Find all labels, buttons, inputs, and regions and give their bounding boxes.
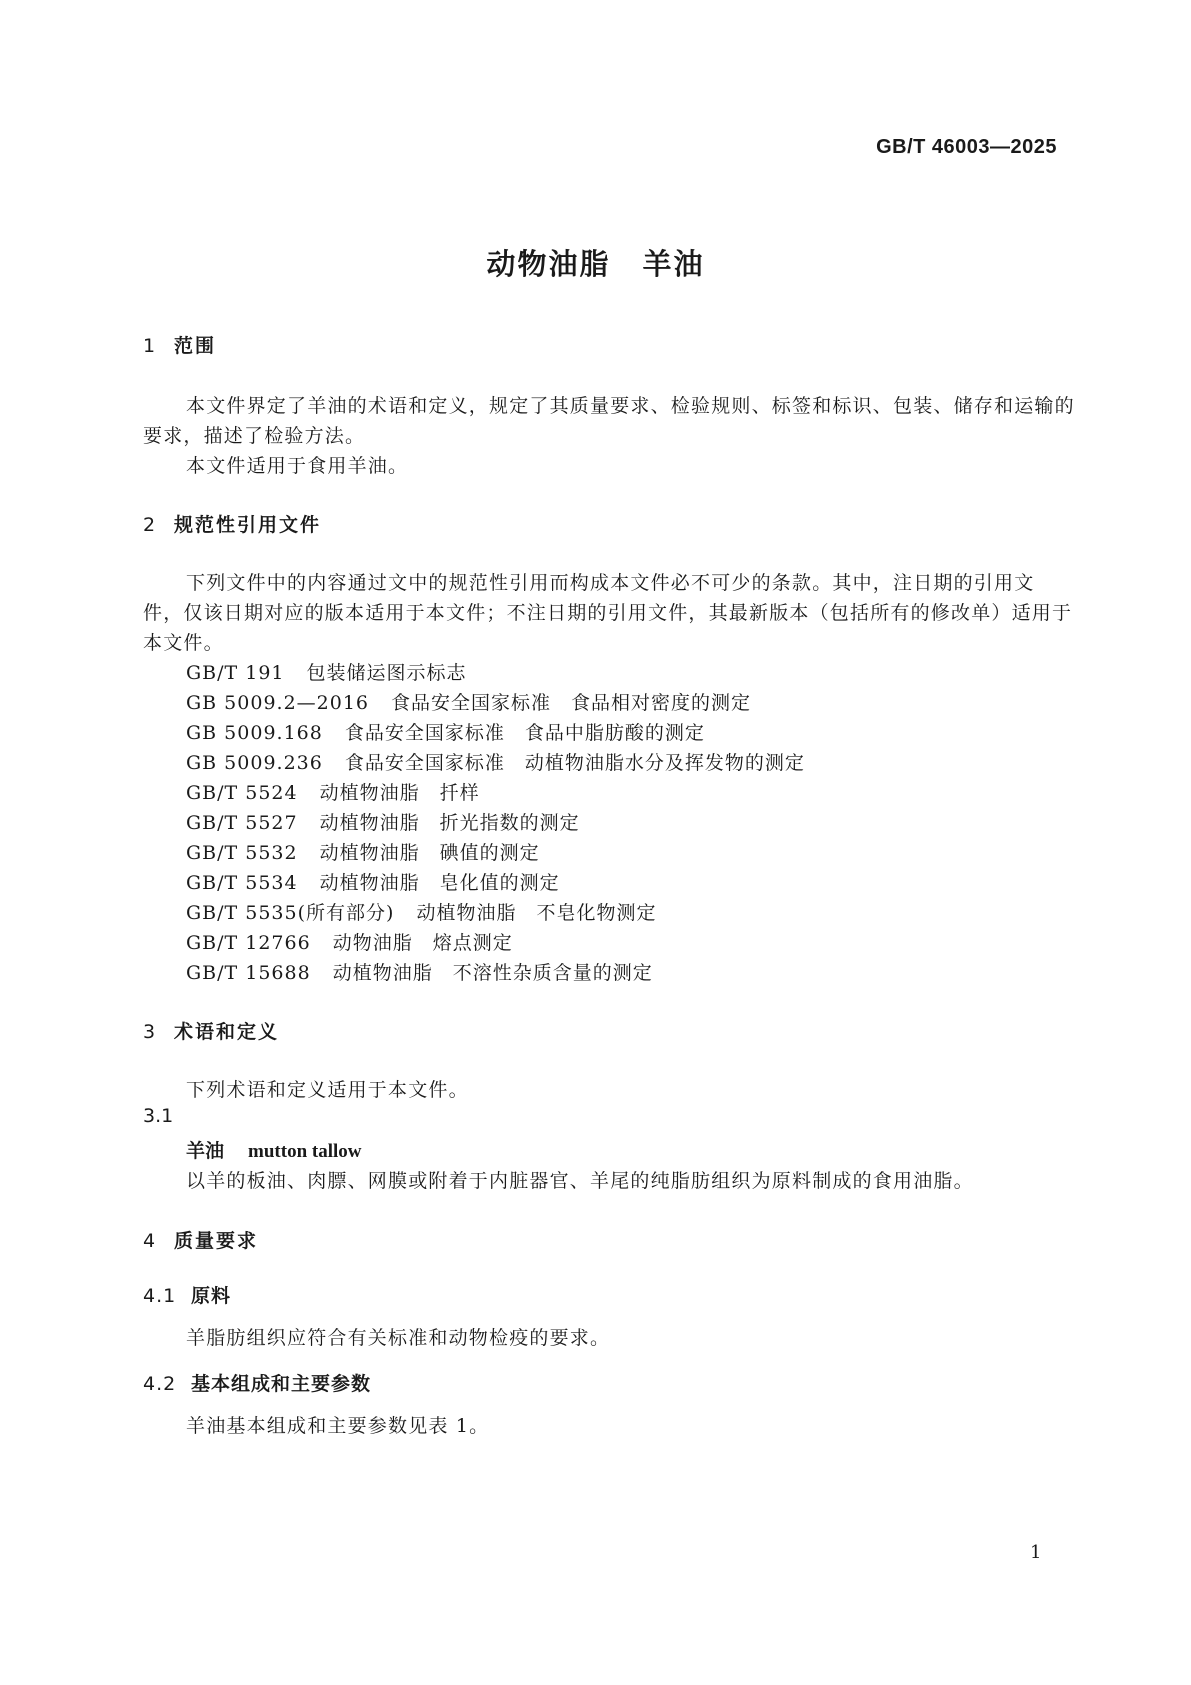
term-english: mutton tallow xyxy=(248,1141,362,1162)
reference-code: GB 5009.168 xyxy=(186,722,323,744)
subsection-4-2-heading xyxy=(143,1369,371,1396)
reference-code: GB 5009.2—2016 xyxy=(186,692,370,714)
reference-item xyxy=(186,868,560,895)
reference-item xyxy=(186,658,467,685)
reference-item xyxy=(186,898,656,925)
reference-item xyxy=(186,958,653,985)
reference-code: GB/T 5532 xyxy=(186,842,298,864)
reference-item xyxy=(186,838,540,865)
section-1-paragraph-2: 本文件适用于食用羊油。 xyxy=(186,455,409,477)
section-2-paragraph-line-1: 下列文件中的内容通过文中的规范性引用而构成本文件必不可少的条款。其中，注日期的引用文 xyxy=(186,572,1035,594)
reference-item xyxy=(186,808,580,835)
section-1-paragraph-1-line-1: 本文件界定了羊油的术语和定义，规定了其质量要求、检验规则、标签和标识、包装、储存和运输的 xyxy=(186,395,1075,417)
term-number: 3.1 xyxy=(143,1105,174,1127)
reference-code: GB/T 5524 xyxy=(186,782,298,804)
term-chinese: 羊油 xyxy=(186,1140,225,1162)
reference-title: 动植物油脂 折光指数的测定 xyxy=(319,812,580,834)
reference-title: 动物油脂 熔点测定 xyxy=(332,932,513,954)
section-4-title: 质量要求 xyxy=(174,1230,259,1252)
reference-title: 食品安全国家标准 动植物油脂水分及挥发物的测定 xyxy=(344,752,805,774)
subsection-4-1-text: 羊脂肪组织应符合有关标准和动物检疫的要求。 xyxy=(186,1327,611,1349)
subsection-4-2-title: 基本组成和主要参数 xyxy=(191,1373,372,1395)
reference-title: 动植物油脂 不皂化物测定 xyxy=(416,902,657,924)
section-3-paragraph: 下列术语和定义适用于本文件。 xyxy=(186,1079,469,1101)
reference-item xyxy=(186,778,480,805)
section-4-number: 4 xyxy=(143,1230,158,1252)
term-definition: 以羊的板油、肉膘、网膜或附着于内脏器官、羊尾的纯脂肪组织为原料制成的食用油脂。 xyxy=(186,1170,974,1192)
subsection-4-1-title: 原料 xyxy=(191,1285,232,1307)
reference-code: GB/T 15688 xyxy=(186,962,311,984)
reference-code: GB/T 5535(所有部分) xyxy=(186,902,395,924)
section-2-heading xyxy=(143,510,321,537)
section-2-paragraph-line-2: 件，仅该日期对应的版本适用于本文件；不注日期的引用文件，其最新版本（包括所有的修改单）适用于 xyxy=(143,602,1073,624)
reference-title: 动植物油脂 扦样 xyxy=(319,782,480,804)
reference-item xyxy=(186,928,513,955)
section-2-title: 规范性引用文件 xyxy=(174,514,322,536)
reference-code: GB/T 5534 xyxy=(186,872,298,894)
subsection-4-2-text: 羊油基本组成和主要参数见表 1。 xyxy=(186,1415,490,1437)
reference-title: 包装储运图示标志 xyxy=(306,662,467,684)
reference-title: 动植物油脂 不溶性杂质含量的测定 xyxy=(332,962,653,984)
title-part2: 羊油 xyxy=(642,247,705,281)
standard-code: GB/T 46003—2025 xyxy=(876,136,1057,158)
reference-title: 动植物油脂 碘值的测定 xyxy=(319,842,540,864)
section-4-heading xyxy=(143,1226,258,1253)
section-1-heading xyxy=(143,331,216,358)
term-entry xyxy=(186,1136,362,1163)
reference-item xyxy=(186,688,751,715)
document-title xyxy=(0,242,1191,283)
section-3-heading xyxy=(143,1017,279,1044)
reference-title: 食品安全国家标准 食品中脂肪酸的测定 xyxy=(344,722,705,744)
reference-title: 食品安全国家标准 食品相对密度的测定 xyxy=(391,692,752,714)
subsection-4-1-heading xyxy=(143,1281,231,1308)
section-2-paragraph-line-3: 本文件。 xyxy=(143,632,224,654)
section-3-number: 3 xyxy=(143,1021,158,1043)
subsection-4-2-number: 4.2 xyxy=(143,1373,177,1395)
section-2-number: 2 xyxy=(143,514,158,536)
section-3-title: 术语和定义 xyxy=(174,1021,280,1043)
section-1-title: 范围 xyxy=(174,335,217,357)
reference-code: GB/T 12766 xyxy=(186,932,311,954)
reference-item xyxy=(186,748,805,775)
reference-code: GB/T 191 xyxy=(186,662,285,684)
reference-item xyxy=(186,718,705,745)
subsection-4-1-number: 4.1 xyxy=(143,1285,177,1307)
reference-title: 动植物油脂 皂化值的测定 xyxy=(319,872,560,894)
title-part1: 动物油脂 xyxy=(486,247,611,281)
section-1-number: 1 xyxy=(143,335,158,357)
reference-code: GB/T 5527 xyxy=(186,812,298,834)
page-number: 1 xyxy=(1030,1542,1042,1563)
reference-code: GB 5009.236 xyxy=(186,752,323,774)
section-1-paragraph-1-line-2: 要求，描述了检验方法。 xyxy=(143,425,366,447)
